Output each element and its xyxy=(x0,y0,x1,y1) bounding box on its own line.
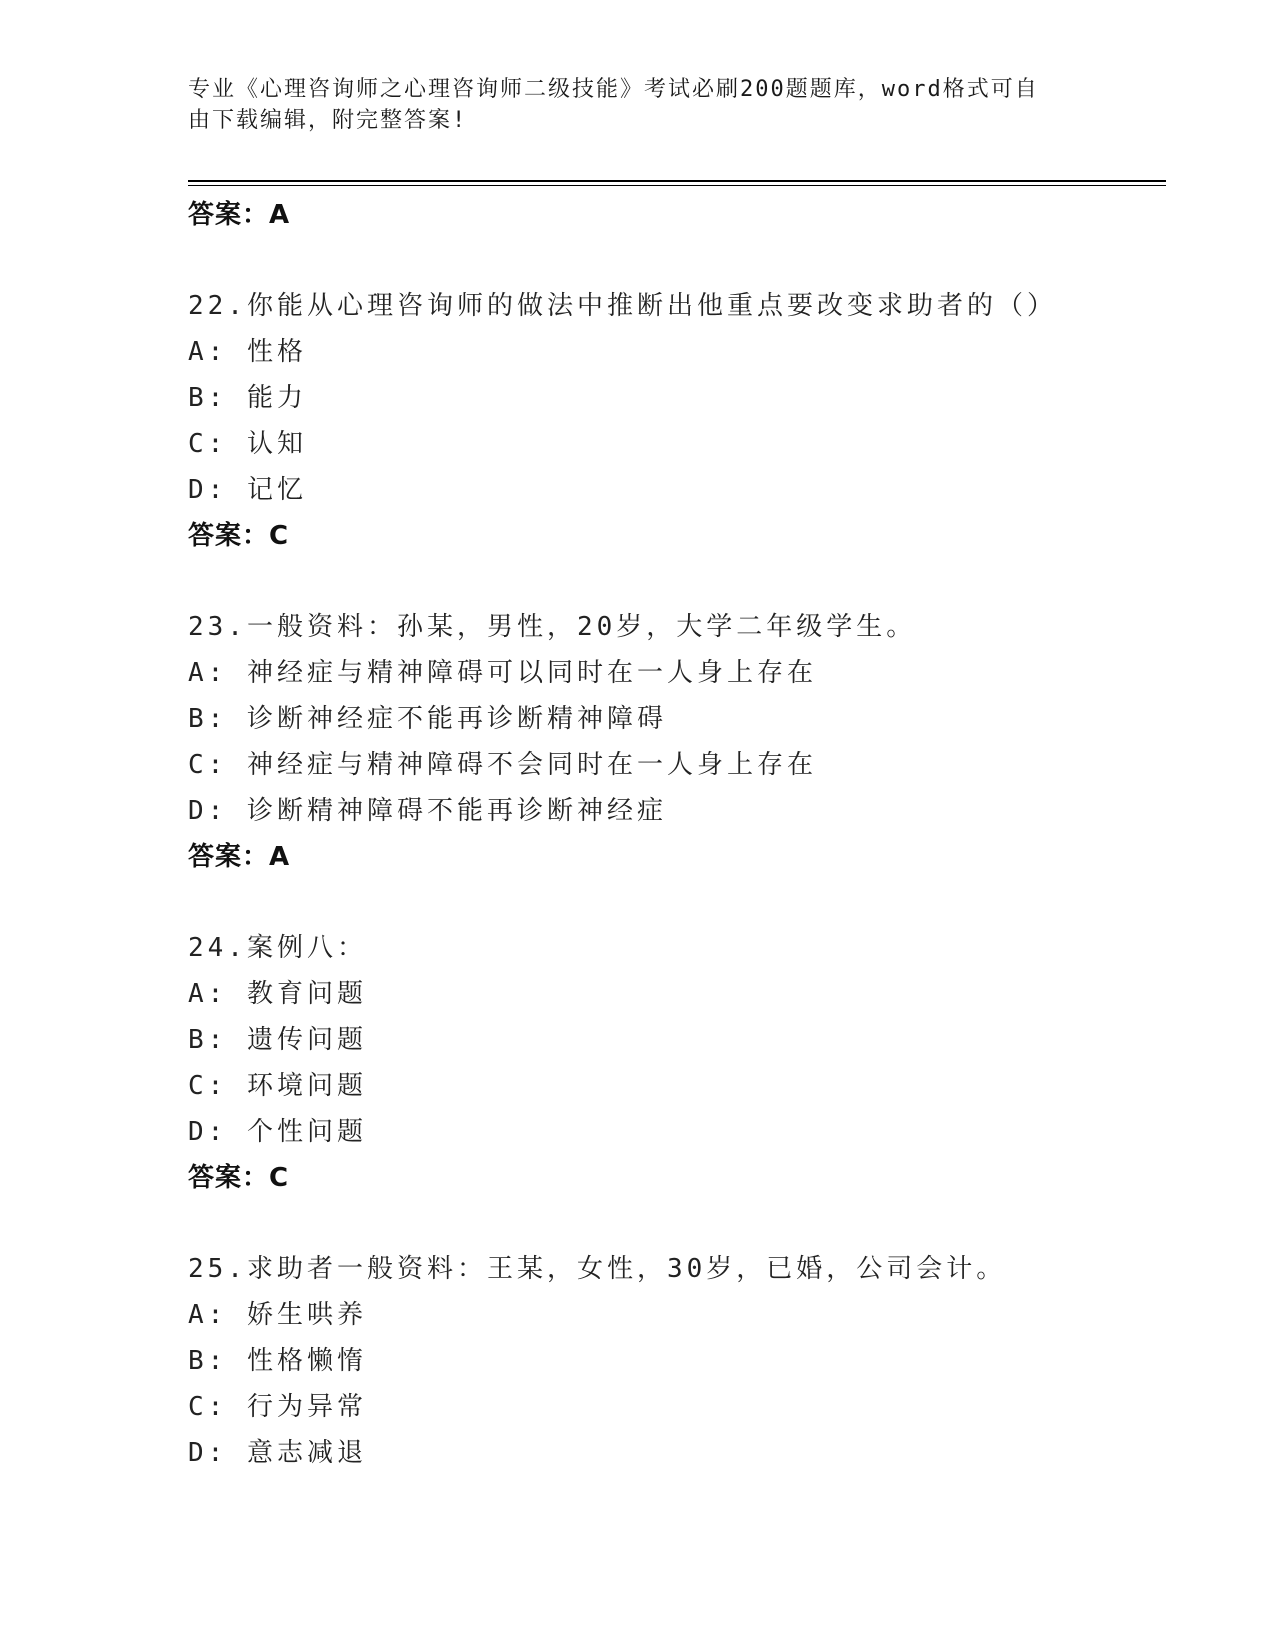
question-22 xyxy=(188,283,1168,559)
option-c: C: 行为异常 xyxy=(188,1392,367,1422)
option-b: B: 诊断神经症不能再诊断精神障碍 xyxy=(188,704,667,734)
question-23 xyxy=(188,604,1168,880)
header-line-2: 由下载编辑，附完整答案! xyxy=(188,108,468,133)
option-a: A: 神经症与精神障碍可以同时在一人身上存在 xyxy=(188,658,817,688)
question-list xyxy=(188,192,1168,1476)
header-divider-thick xyxy=(188,180,1166,182)
answer-label: 答案：C xyxy=(188,521,290,551)
document-header xyxy=(188,74,1068,136)
question-stem: 22.你能从心理咨询师的做法中推断出他重点要改变求助者的（） xyxy=(188,291,1057,321)
question-24 xyxy=(188,925,1168,1201)
header-divider-thin xyxy=(188,185,1166,186)
option-a: A: 性格 xyxy=(188,337,307,367)
option-d: D: 意志减退 xyxy=(188,1438,367,1468)
option-b: B: 性格懒惰 xyxy=(188,1346,367,1376)
option-a: A: 教育问题 xyxy=(188,979,367,1009)
option-d: D: 诊断精神障碍不能再诊断神经症 xyxy=(188,796,667,826)
answer-label: 答案：A xyxy=(188,842,291,872)
header-line-1: 专业《心理咨询师之心理咨询师二级技能》考试必刷200题题库，word格式可自 xyxy=(188,77,1039,102)
option-b: B: 能力 xyxy=(188,383,307,413)
question-stem: 24.案例八： xyxy=(188,933,367,963)
option-d: D: 个性问题 xyxy=(188,1117,367,1147)
answer-label: 答案：C xyxy=(188,1163,290,1193)
option-c: C: 环境问题 xyxy=(188,1071,367,1101)
option-a: A: 娇生哄养 xyxy=(188,1300,367,1330)
option-d: D: 记忆 xyxy=(188,475,307,505)
option-c: C: 神经症与精神障碍不会同时在一人身上存在 xyxy=(188,750,817,780)
option-c: C: 认知 xyxy=(188,429,307,459)
option-b: B: 遗传问题 xyxy=(188,1025,367,1055)
answer-label: 答案：A xyxy=(188,200,291,230)
question-25 xyxy=(188,1246,1168,1476)
question-stem: 23.一般资料：孙某，男性，20岁，大学二年级学生。 xyxy=(188,612,917,642)
question-stem: 25.求助者一般资料：王某，女性，30岁，已婚，公司会计。 xyxy=(188,1254,1007,1284)
